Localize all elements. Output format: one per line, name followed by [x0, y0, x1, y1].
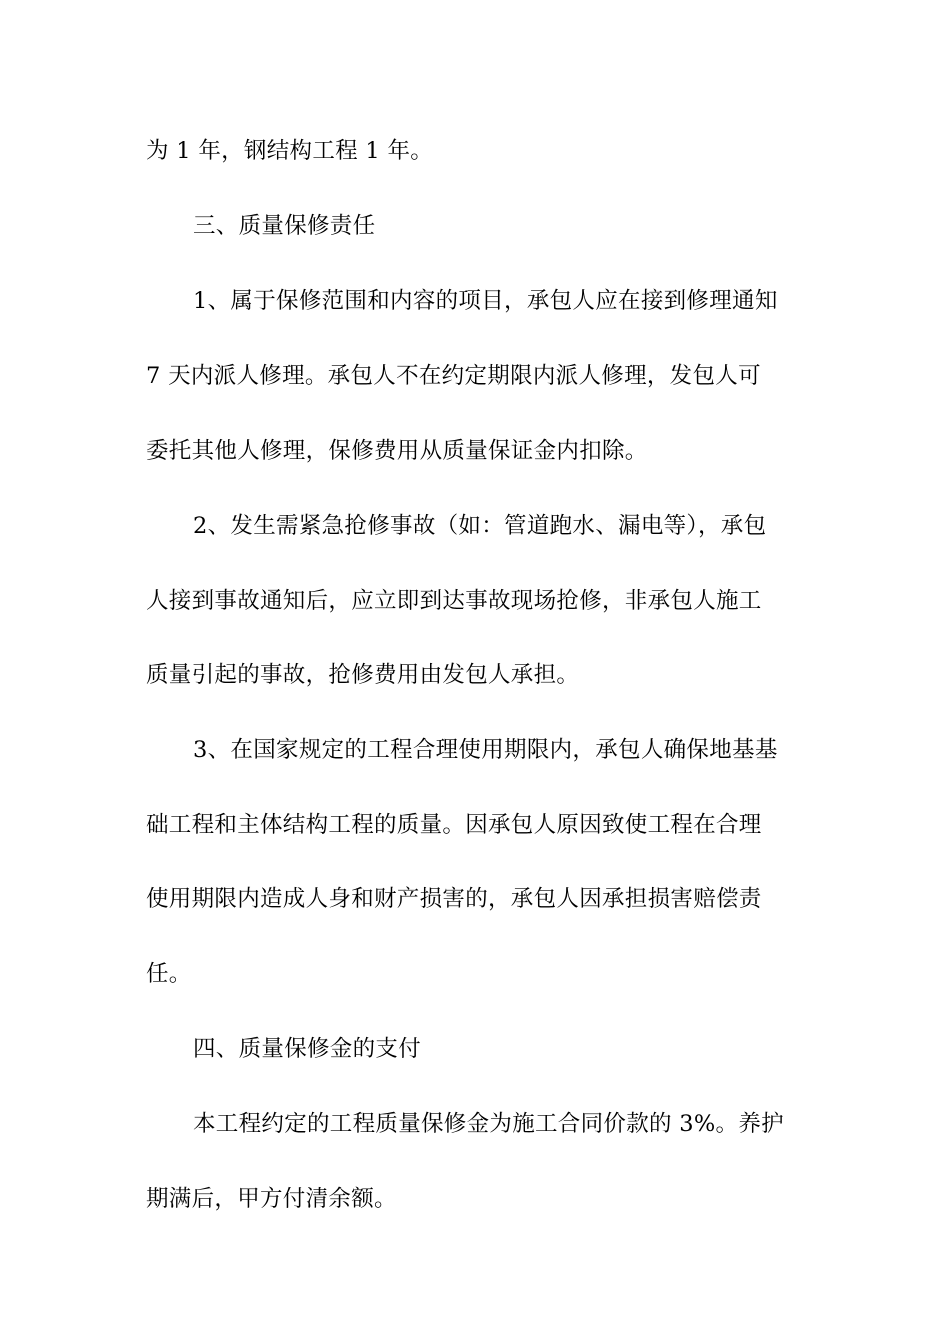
paragraph-line: 任。 — [146, 961, 192, 987]
paragraph-line: 1、属于保修范围和内容的项目，承包人应在接到修理通知 — [193, 288, 778, 314]
section-heading: 四、质量保修金的支付 — [193, 1036, 422, 1062]
paragraph-line: 7 天内派人修理。承包人不在约定期限内派人修理，发包人可 — [146, 363, 761, 389]
paragraph-line: 期满后，甲方付清余额。 — [146, 1186, 397, 1212]
paragraph-line: 质量引起的事故，抢修费用由发包人承担。 — [146, 662, 580, 688]
paragraph-line: 本工程约定的工程质量保修金为施工合同价款的 3%。养护 — [193, 1111, 784, 1137]
paragraph-line: 人接到事故通知后，应立即到达事故现场抢修，非承包人施工 — [146, 588, 762, 614]
paragraph-line: 委托其他人修理，保修费用从质量保证金内扣除。 — [146, 438, 648, 464]
paragraph-line: 为 1 年，钢结构工程 1 年。 — [146, 138, 434, 164]
paragraph-line: 3、在国家规定的工程合理使用期限内，承包人确保地基基 — [193, 737, 778, 763]
paragraph-line: 使用期限内造成人身和财产损害的，承包人因承担损害赔偿责 — [146, 886, 762, 912]
paragraph-line: 2、发生需紧急抢修事故（如：管道跑水、漏电等），承包 — [193, 513, 767, 539]
paragraph-line: 础工程和主体结构工程的质量。因承包人原因致使工程在合理 — [146, 812, 762, 838]
section-heading: 三、质量保修责任 — [193, 213, 376, 239]
